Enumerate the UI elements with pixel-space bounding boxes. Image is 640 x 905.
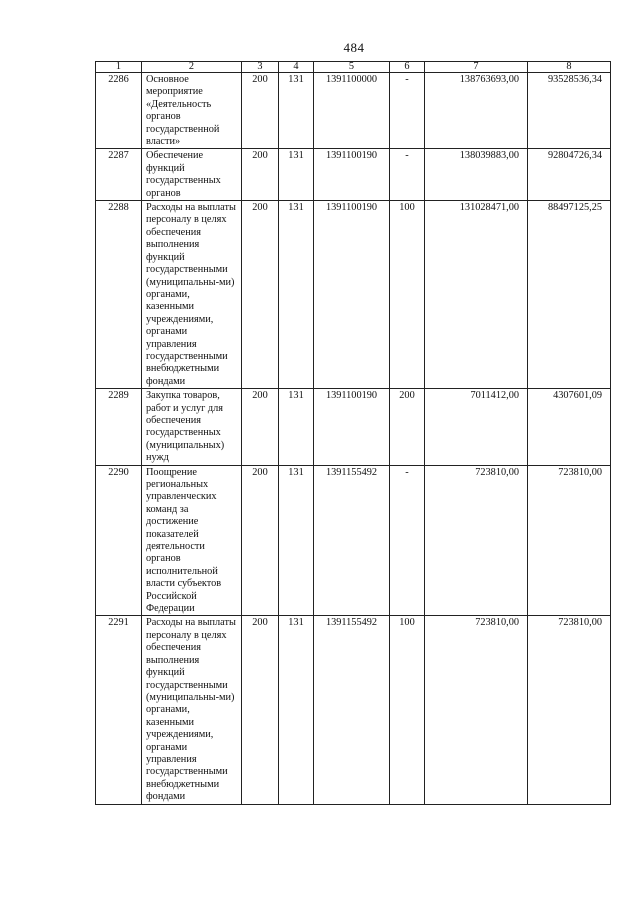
- row-name: Основное мероприятие «Деятельность органов государственной власти»: [142, 73, 242, 149]
- row-number: 2289: [96, 389, 142, 465]
- cell-col7: 723810,00: [425, 616, 528, 804]
- cell-col4: 131: [279, 616, 314, 804]
- row-number: 2288: [96, 201, 142, 389]
- row-number: 2287: [96, 149, 142, 201]
- cell-col5: 1391155492: [314, 616, 390, 804]
- table-row: [96, 149, 611, 201]
- cell-col6: -: [390, 149, 425, 201]
- cell-col3: 200: [242, 389, 279, 465]
- cell-col8: 4307601,09: [528, 389, 611, 465]
- cell-col7: 138039883,00: [425, 149, 528, 201]
- column-header: 2: [142, 62, 242, 73]
- cell-col3: 200: [242, 201, 279, 389]
- column-header: 7: [425, 62, 528, 73]
- column-header: 4: [279, 62, 314, 73]
- cell-col3: 200: [242, 616, 279, 804]
- cell-col4: 131: [279, 201, 314, 389]
- cell-col3: 200: [242, 149, 279, 201]
- cell-col6: 100: [390, 616, 425, 804]
- cell-col6: -: [390, 73, 425, 149]
- table-row: [96, 616, 611, 804]
- row-name: Расходы на выплаты персоналу в целях обеспечения выполнения функций государственными (муниципальны-ми) органами, казенными учреждениями, органами управления государственными внебюджетными фондами: [142, 616, 242, 804]
- cell-col5: 1391100190: [314, 149, 390, 201]
- cell-col7: 723810,00: [425, 465, 528, 616]
- budget-table: [95, 61, 611, 805]
- row-name: Расходы на выплаты персоналу в целях обеспечения выполнения функций государственными (муниципальны-ми) органами, казенными учреждениями, органами управления государственными внебюджетными фондами: [142, 201, 242, 389]
- column-header: 5: [314, 62, 390, 73]
- cell-col4: 131: [279, 465, 314, 616]
- cell-col5: 1391100190: [314, 201, 390, 389]
- cell-col4: 131: [279, 389, 314, 465]
- row-number: 2290: [96, 465, 142, 616]
- table-row: [96, 389, 611, 465]
- row-name: Поощрение региональных управленческих команд за достижение показателей деятельности органов исполнительной власти субъектов Российской Федерации: [142, 465, 242, 616]
- cell-col8: 723810,00: [528, 465, 611, 616]
- column-header: 1: [96, 62, 142, 73]
- cell-col7: 131028471,00: [425, 201, 528, 389]
- cell-col3: 200: [242, 73, 279, 149]
- cell-col8: 88497125,25: [528, 201, 611, 389]
- cell-col6: 100: [390, 201, 425, 389]
- row-number: 2291: [96, 616, 142, 804]
- cell-col4: 131: [279, 149, 314, 201]
- header-row: [96, 62, 611, 73]
- cell-col5: 1391100000: [314, 73, 390, 149]
- cell-col6: -: [390, 465, 425, 616]
- table-row: [96, 201, 611, 389]
- row-name: Обеспечение функций государственных органов: [142, 149, 242, 201]
- cell-col8: 723810,00: [528, 616, 611, 804]
- cell-col7: 7011412,00: [425, 389, 528, 465]
- column-header: 6: [390, 62, 425, 73]
- table-row: [96, 73, 611, 149]
- row-name: Закупка товаров, работ и услуг для обеспечения государственных (муниципальных) нужд: [142, 389, 242, 465]
- cell-col7: 138763693,00: [425, 73, 528, 149]
- cell-col6: 200: [390, 389, 425, 465]
- cell-col4: 131: [279, 73, 314, 149]
- cell-col5: 1391155492: [314, 465, 390, 616]
- column-header: 8: [528, 62, 611, 73]
- cell-col8: 93528536,34: [528, 73, 611, 149]
- cell-col8: 92804726,34: [528, 149, 611, 201]
- column-header: 3: [242, 62, 279, 73]
- row-number: 2286: [96, 73, 142, 149]
- table-row: [96, 465, 611, 616]
- page-number: 484: [343, 40, 365, 55]
- cell-col5: 1391100190: [314, 389, 390, 465]
- cell-col3: 200: [242, 465, 279, 616]
